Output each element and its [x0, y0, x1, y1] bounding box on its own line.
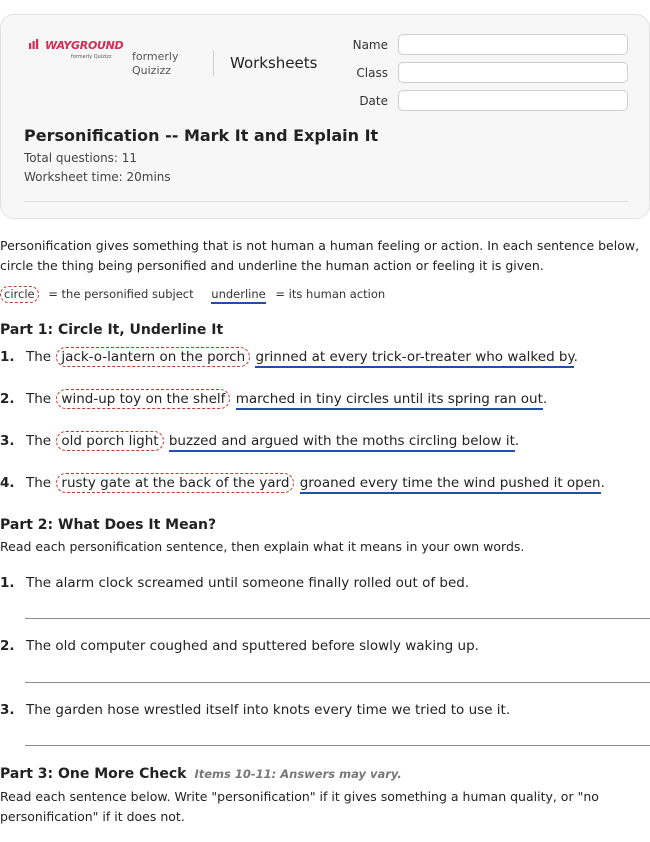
question-number: 3.	[0, 433, 15, 449]
legend-underline-sample: underline	[211, 287, 265, 304]
personified-subject: old porch light	[56, 431, 163, 451]
part1-question-4	[0, 473, 650, 493]
header-divider	[213, 50, 214, 76]
part2-question-3	[0, 702, 650, 718]
answer-line[interactable]	[25, 618, 650, 619]
question-number: 2.	[0, 638, 15, 654]
personified-subject: rusty gate at the back of the yard	[56, 473, 294, 493]
header-rule	[24, 201, 628, 202]
human-action: grinned at every trick-or-treater who walked by	[255, 349, 573, 368]
part3-title: Part 3: One More Check	[0, 766, 187, 782]
question-number: 2.	[0, 391, 15, 407]
question-text: The alarm clock screamed until someone finally rolled out of bed.	[26, 575, 470, 591]
question-number: 4.	[0, 475, 15, 491]
class-field[interactable]	[398, 62, 628, 83]
question-lead: The	[26, 433, 52, 449]
question-end: .	[600, 475, 605, 491]
date-label: Date	[359, 94, 388, 108]
logo-bars-icon	[29, 39, 43, 52]
section-label: Worksheets	[230, 54, 318, 72]
legend	[0, 286, 385, 304]
personified-subject: wind-up toy on the shelf	[56, 389, 230, 409]
human-action: marched in tiny circles until its spring ran out	[236, 391, 543, 410]
legend-circle-meaning: = the personified subject	[48, 287, 194, 301]
class-label: Class	[356, 66, 388, 80]
question-number: 1.	[0, 575, 15, 591]
answer-line[interactable]	[25, 745, 650, 746]
legend-circle-sample: circle	[0, 286, 39, 303]
part3-note: Items 10-11: Answers may vary.	[194, 767, 402, 781]
part2-heading: Part 2: What Does It Mean?	[0, 517, 217, 533]
logo-subtext: formerly Quizizz	[71, 54, 112, 60]
total-questions: Total questions: 11	[24, 151, 138, 165]
part3-heading	[0, 766, 402, 782]
personified-subject: jack-o-lantern on the porch	[56, 347, 250, 367]
worksheet-title: Personification -- Mark It and Explain It	[24, 126, 379, 145]
worksheet-time: Worksheet time: 20mins	[24, 170, 171, 184]
formerly-label: formerly Quizizz	[132, 50, 179, 77]
human-action: groaned every time the wind pushed it open	[300, 475, 601, 494]
worksheet-header	[0, 14, 650, 219]
part2-question-1	[0, 575, 650, 591]
question-end: .	[573, 349, 578, 365]
question-number: 1.	[0, 349, 15, 365]
part3-description: Read each sentence below. Write "personification" if it gives something a human quality, or "no personification" if it does not.	[0, 789, 599, 824]
instructions: Personification gives something that is not human a human feeling or action. In each sentence below, circle the thing being personified and underline the human action or feeling it is given.	[0, 238, 640, 273]
part1-question-3	[0, 431, 650, 451]
question-text: The garden hose wrestled itself into knots every time we tried to use it.	[26, 702, 511, 718]
legend-underline-meaning: = its human action	[275, 287, 386, 301]
question-end: .	[542, 391, 548, 407]
part2-question-2	[0, 638, 650, 654]
wayground-logo	[29, 39, 124, 75]
question-lead: The	[26, 475, 52, 491]
question-number: 3.	[0, 702, 15, 718]
human-action: buzzed and argued with the moths circling below it	[169, 433, 515, 452]
question-end: .	[514, 433, 520, 449]
part1-question-1	[0, 347, 650, 367]
date-field[interactable]	[398, 90, 628, 111]
part2-description: Read each personification sentence, then explain what it means in your own words.	[0, 539, 525, 554]
part1-question-2	[0, 389, 650, 409]
question-lead: The	[26, 391, 52, 407]
answer-line[interactable]	[25, 682, 650, 683]
question-lead: The	[26, 349, 52, 365]
question-text: The old computer coughed and sputtered before slowly waking up.	[26, 638, 479, 654]
name-field[interactable]	[398, 34, 628, 55]
part1-heading: Part 1: Circle It, Underline It	[0, 322, 224, 338]
name-label: Name	[352, 38, 388, 52]
logo-text: WAYGROUND	[45, 39, 124, 52]
